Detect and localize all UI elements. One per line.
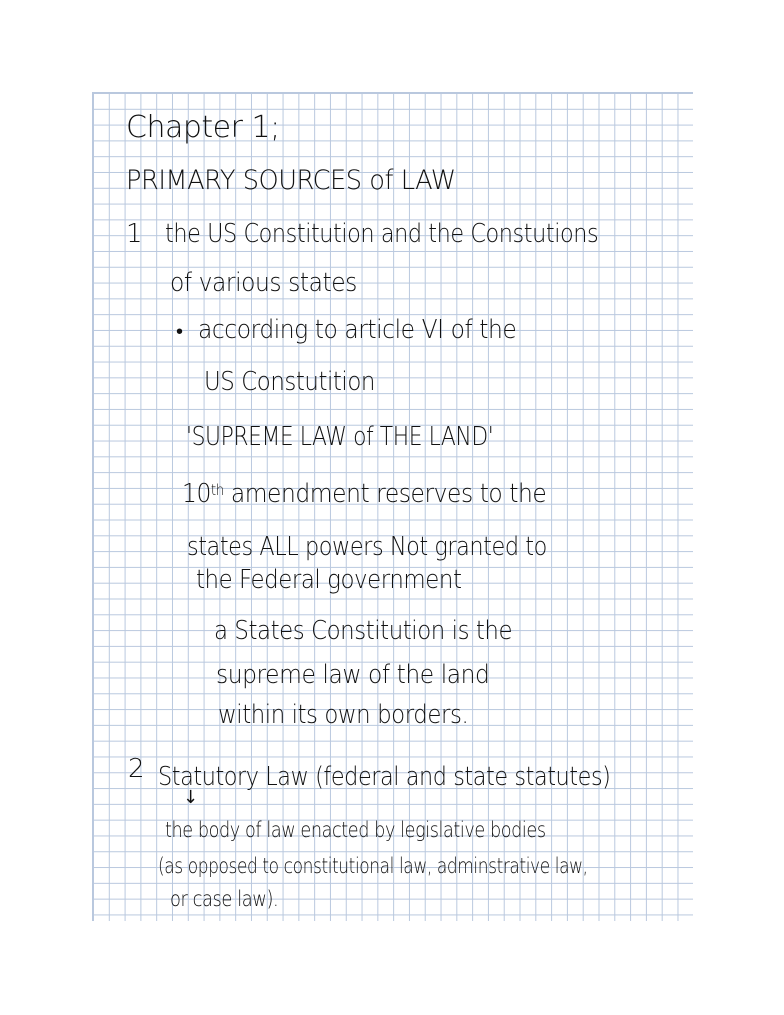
bullet-line-2: US Constutition	[204, 367, 375, 397]
tenth-number: 10	[182, 479, 211, 509]
tenth-amendment-line-1	[182, 479, 546, 509]
tenth-text: amendment reserves to the	[230, 479, 547, 509]
tenth-amendment-line-3: the Federal government	[196, 565, 462, 595]
item-2-number: 2	[128, 754, 145, 784]
item-1-line-1: the US Constitution and the Constutions	[165, 219, 599, 249]
down-arrow-icon: ↓	[183, 787, 199, 808]
definition-line-2: (as opposed to constitutional law, adminstrative law,	[158, 854, 588, 878]
bullet-line-1: according to article VI of the	[198, 315, 517, 345]
tenth-superscript: th	[210, 481, 224, 499]
section-heading: PRIMARY SOURCES of LAW	[126, 165, 456, 196]
state-constitution-line-2: supreme law of the land	[216, 660, 490, 690]
state-constitution-line-3: within its own borders.	[218, 700, 469, 730]
bullet-marker: •	[176, 319, 183, 343]
definition-line-3: or case law).	[170, 887, 279, 911]
chapter-title: Chapter 1;	[126, 110, 280, 145]
item-1-line-2: of various states	[170, 268, 357, 298]
item-1-number: 1	[126, 219, 143, 249]
supreme-law-quote: 'SUPREME LAW of THE LAND'	[186, 422, 494, 452]
state-constitution-line-1: a States Constitution is the	[214, 616, 513, 646]
tenth-amendment-line-2: states ALL powers Not granted to	[187, 532, 547, 562]
definition-line-1: the body of law enacted by legislative bodies	[165, 818, 546, 842]
item-2-title: Statutory Law (federal and state statutes)	[158, 762, 611, 792]
